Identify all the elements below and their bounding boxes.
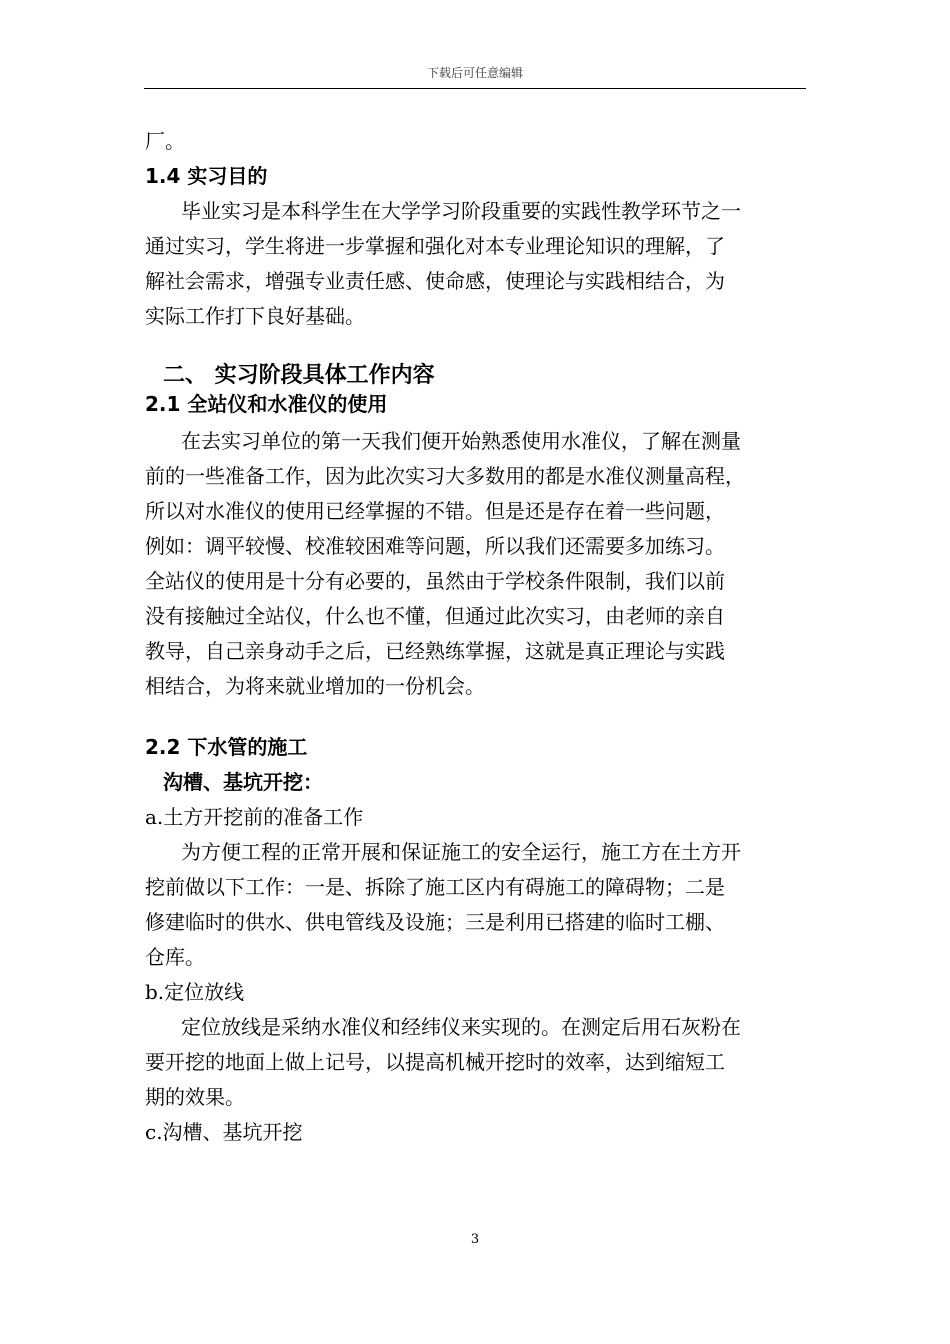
item-heading-b: b.定位放线	[145, 980, 245, 1004]
paragraph-line: 厂。	[145, 129, 185, 153]
paragraph-line: 教导，自己亲身动手之后，已经熟练掌握，这就是真正理论与实践	[145, 639, 725, 663]
paragraph-line: 相结合，为将来就业增加的一份机会。	[145, 674, 485, 698]
paragraph-line: 定位放线是采纳水准仪和经纬仪来实现的。在测定后用石灰粉在	[181, 1015, 741, 1039]
paragraph-line: 全站仪的使用是十分有必要的，虽然由于学校条件限制，我们以前	[145, 569, 725, 593]
paragraph-line: 实际工作打下良好基础。	[145, 304, 365, 328]
paragraph-line: 要开挖的地面上做上记号，以提高机械开挖时的效率，达到缩短工	[145, 1050, 725, 1074]
paragraph-line: 例如：调平较慢、校准较困难等问题，所以我们还需要多加练习。	[145, 534, 725, 558]
paragraph-line: 所以对水准仪的使用已经掌握的不错。但是还是存在着一些问题，	[145, 499, 725, 523]
paragraph-line: 毕业实习是本科学生在大学学习阶段重要的实践性教学环节之一	[181, 199, 741, 223]
paragraph-line: 为方便工程的正常开展和保证施工的安全运行，施工方在土方开	[181, 840, 741, 864]
section-heading-2-2: 2.2 下水管的施工	[145, 735, 308, 759]
page-header: 下载后可任意编辑	[426, 66, 523, 80]
section-heading-2-1: 2.1 全站仪和水准仪的使用	[145, 392, 388, 416]
paragraph-line: 挖前做以下工作：一是、拆除了施工区内有碍施工的障碍物；二是	[145, 875, 725, 899]
paragraph-line: 修建临时的供水、供电管线及设施；三是利用已搭建的临时工棚、	[145, 910, 725, 934]
paragraph-line: 在去实习单位的第一天我们便开始熟悉使用水准仪，了解在测量	[181, 429, 741, 453]
item-heading-c: c.沟槽、基坑开挖	[145, 1120, 303, 1144]
paragraph-line: 通过实习，学生将进一步掌握和强化对本专业理论知识的理解，了	[145, 234, 725, 258]
paragraph-line: 没有接触过全站仪，什么也不懂，但通过此次实习，由老师的亲自	[145, 604, 725, 628]
spacer	[145, 334, 811, 359]
paragraph-line: 解社会需求，增强专业责任感、使命感，使理论与实践相结合，为	[145, 269, 725, 293]
chapter-heading-2: 二、 实习阶段具体工作内容	[163, 363, 435, 388]
spacer	[145, 704, 811, 730]
paragraph-line: 期的效果。	[145, 1085, 245, 1109]
page-number: 3	[470, 1232, 480, 1247]
paragraph-line: 仓库。	[145, 945, 205, 969]
item-heading-a: a.土方开挖前的准备工作	[145, 805, 364, 829]
section-heading-1-4: 1.4 实习目的	[145, 164, 268, 188]
document-body	[145, 124, 811, 1150]
paragraph-line: 前的一些准备工作，因为此次实习大多数用的都是水准仪测量高程，	[145, 464, 745, 488]
subsection-heading: 沟槽、基坑开挖：	[163, 770, 323, 794]
header-rule	[144, 88, 806, 89]
